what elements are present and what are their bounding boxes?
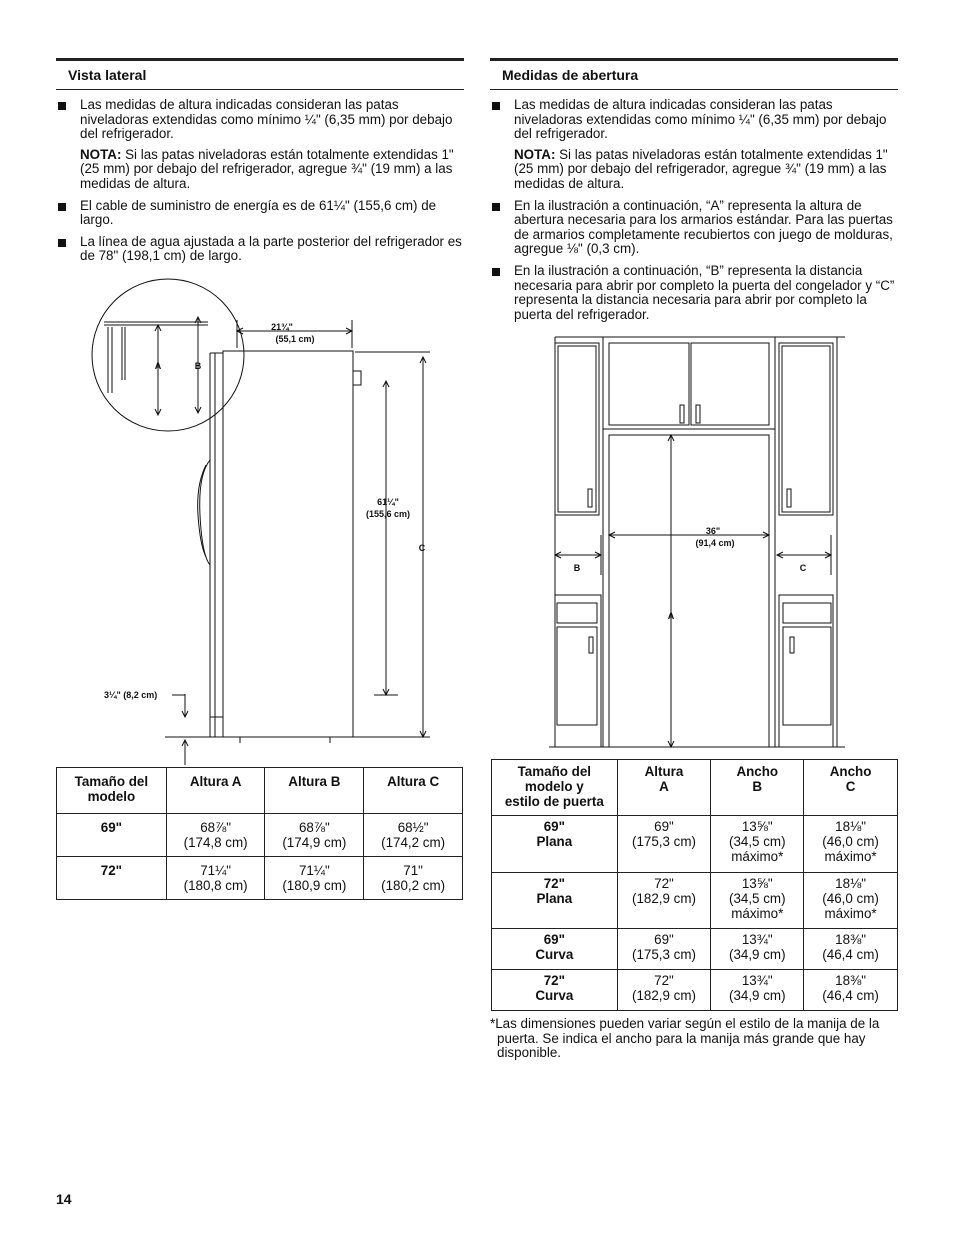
th-model-style: Tamaño del modelo y estilo de puerta: [492, 760, 618, 816]
footnote-line-2: puerta. Se indica el ancho para la manija más grande que hay disponible.: [497, 1030, 866, 1061]
cell: [617, 929, 711, 970]
detail-circle: [92, 279, 244, 431]
th-model: Tamaño del modelo: [57, 768, 167, 814]
cell: [711, 873, 804, 929]
cell-value: máximo*: [731, 849, 784, 864]
left-column: [56, 58, 464, 271]
cell: [711, 970, 804, 1011]
cell-value: 18⅜": [835, 973, 866, 988]
cord-label-bottom: (155,6 cm): [365, 509, 411, 519]
cell-value: 71": [403, 863, 423, 878]
cell-value: (180,8 cm): [183, 878, 248, 893]
cell-value: máximo*: [731, 906, 784, 921]
cell: [364, 857, 463, 900]
cell-value: 13⅝": [741, 819, 773, 834]
cell-value: Curva: [535, 947, 574, 962]
cell-value: (34,5 cm): [728, 891, 786, 906]
cell-value: 18⅛": [835, 876, 866, 891]
cell-model: [492, 873, 618, 929]
right-column: [490, 58, 898, 329]
cell-value: 13⅝": [741, 876, 773, 891]
note-text: Si las patas niveladoras están totalmente extendidas 1" (25 mm) por debajo del refrigerador, agregue ¾" (19 mm) a las medidas de altura.: [80, 146, 454, 191]
th-width-b: Ancho B: [711, 760, 804, 816]
cell-value: (182,9 cm): [631, 988, 696, 1003]
cell-value: 68⅞": [298, 820, 330, 835]
cell: [804, 816, 898, 873]
cell-value: 18⅛": [835, 819, 866, 834]
foot-label: 3¼" (8,2 cm): [104, 690, 158, 700]
bullet-item: La línea de agua ajustada a la parte posterior del refrigerador es de 78" (198,1 cm) de largo.: [56, 235, 464, 264]
cell-value: (180,2 cm): [381, 878, 446, 893]
opening-diagram: [543, 335, 848, 750]
cell-value: 72": [543, 973, 565, 988]
section-heading-opening: Medidas de abertura: [490, 58, 898, 90]
cell-value: 72": [654, 973, 674, 988]
table-row: [492, 816, 898, 873]
cell-value: 69": [654, 819, 674, 834]
cell-value: 13¾": [741, 973, 773, 988]
table-header-row: [57, 768, 463, 814]
note: [56, 148, 464, 192]
cell-value: máximo*: [824, 849, 877, 864]
bullet-item: Las medidas de altura indicadas consideran las patas niveladoras extendidas como mínimo ¼" (6,35 mm) por debajo del refrigerador.: [56, 98, 464, 142]
opening-table: [491, 759, 898, 1011]
cell: [711, 816, 804, 873]
cell: [265, 857, 364, 900]
footnote: [490, 1017, 900, 1061]
table-header-row: [492, 760, 898, 816]
cell: [804, 970, 898, 1011]
depth-label-bottom: (55,1 cm): [275, 334, 315, 344]
cell-value: máximo*: [824, 906, 877, 921]
cell-value: 69": [543, 819, 565, 834]
note: [490, 148, 898, 192]
cell-value: 18⅜": [835, 932, 866, 947]
side-view-diagram: [90, 275, 440, 765]
side-view-table: [56, 767, 463, 900]
cell-value: (46,4 cm): [822, 947, 879, 962]
cell-model: [492, 970, 618, 1011]
cell: [804, 929, 898, 970]
refrigerator-body: [223, 351, 353, 737]
cell: [166, 814, 265, 857]
cell-value: Plana: [536, 891, 573, 906]
cell: [617, 873, 711, 929]
opening-bullets: [490, 98, 898, 142]
label-b: B: [194, 361, 202, 371]
bullet-item: En la ilustración a continuación, “B” representa la distancia necesaria para abrir por completo la puerta del congelador y “C” representa la distancia necesaria para abrir por completo la puerta del refrigerador.: [490, 264, 898, 322]
cell-value: (182,9 cm): [631, 891, 696, 906]
label-a: A: [667, 611, 675, 621]
label-c: C: [418, 543, 426, 553]
cell-value: (174,9 cm): [282, 835, 347, 850]
cell-value: (175,3 cm): [631, 947, 696, 962]
table-row: [57, 814, 463, 857]
cell: [364, 814, 463, 857]
cell-value: (46,0 cm): [822, 891, 879, 906]
side-view-bullets: [56, 98, 464, 142]
footnote-line-1: *Las dimensiones pueden variar según el estilo de la manija de la: [490, 1016, 880, 1031]
bullet-item: Las medidas de altura indicadas consideran las patas niveladoras extendidas como mínimo ¼" (6,35 mm) por debajo del refrigerador.: [490, 98, 898, 142]
cell-value: (34,9 cm): [728, 947, 786, 962]
label-c: C: [799, 563, 807, 573]
th-height-a: Altura A: [617, 760, 711, 816]
th-width-c: Ancho C: [804, 760, 898, 816]
note-label: NOTA:: [80, 146, 122, 162]
lower-left-cabinet: [555, 595, 601, 747]
note-text: Si las patas niveladoras están totalmente extendidas 1" (25 mm) por debajo del refrigerador, agregue ¾" (19 mm) a las medidas de altura.: [514, 146, 888, 191]
table-row: [492, 929, 898, 970]
cell-value: 72": [654, 876, 674, 891]
cell-model: 69": [57, 814, 167, 857]
cell-model: [492, 816, 618, 873]
bullet-item: El cable de suministro de energía es de 61¼" (155,6 cm) de largo.: [56, 199, 464, 228]
table-row: [492, 873, 898, 929]
th-height-c: Altura C: [364, 768, 463, 814]
th-height-b: Altura B: [265, 768, 364, 814]
cell: [711, 929, 804, 970]
cell-value: 69": [654, 932, 674, 947]
width-label-bottom: (91,4 cm): [695, 538, 735, 548]
cell-value: (46,4 cm): [822, 988, 879, 1003]
cell-value: 13¾": [741, 932, 773, 947]
cell-value: (174,8 cm): [183, 835, 248, 850]
section-heading-side-view: Vista lateral: [56, 58, 464, 90]
label-a: A: [154, 361, 162, 371]
cell: [166, 857, 265, 900]
lower-right-cabinet: [779, 595, 833, 747]
cell-value: 68⅞": [200, 820, 232, 835]
cell-value: 72": [543, 876, 565, 891]
bullet-item: En la ilustración a continuación, “A” representa la altura de abertura necesaria para los armarios estándar. Para las puertas de armarios completamente recubiertos con juego de molduras, agregue ⅛" (0,3 cm).: [490, 199, 898, 257]
cord-label-top: 61¼": [377, 497, 399, 507]
table-row: [492, 970, 898, 1011]
label-b: B: [573, 563, 581, 573]
cell: [617, 970, 711, 1011]
cell-value: (46,0 cm): [822, 834, 879, 849]
cell-value: 71¼": [200, 863, 232, 878]
th-height-a: Altura A: [166, 768, 265, 814]
cell-value: (174,2 cm): [381, 835, 446, 850]
cell-value: (175,3 cm): [631, 834, 696, 849]
note-label: NOTA:: [514, 146, 556, 162]
side-view-bullets-2: [56, 199, 464, 264]
cell: [804, 873, 898, 929]
cell-value: (34,9 cm): [728, 988, 786, 1003]
width-label-top: 36": [705, 526, 721, 536]
cell-value: Plana: [536, 834, 573, 849]
cell-value: 71¼": [298, 863, 330, 878]
cell-model: 72": [57, 857, 167, 900]
cell-value: 69": [543, 932, 565, 947]
cell-value: (34,5 cm): [728, 834, 786, 849]
page-number: 14: [56, 1191, 72, 1207]
table-row: [57, 857, 463, 900]
opening-bullets-2: [490, 199, 898, 323]
depth-label-top: 21¾": [271, 322, 293, 332]
cell-value: 68½": [397, 820, 429, 835]
cell-model: [492, 929, 618, 970]
opening-frame: [603, 429, 775, 747]
cell: [265, 814, 364, 857]
cell-value: Curva: [535, 988, 574, 1003]
cell-value: (180,9 cm): [282, 878, 347, 893]
cell: [617, 816, 711, 873]
